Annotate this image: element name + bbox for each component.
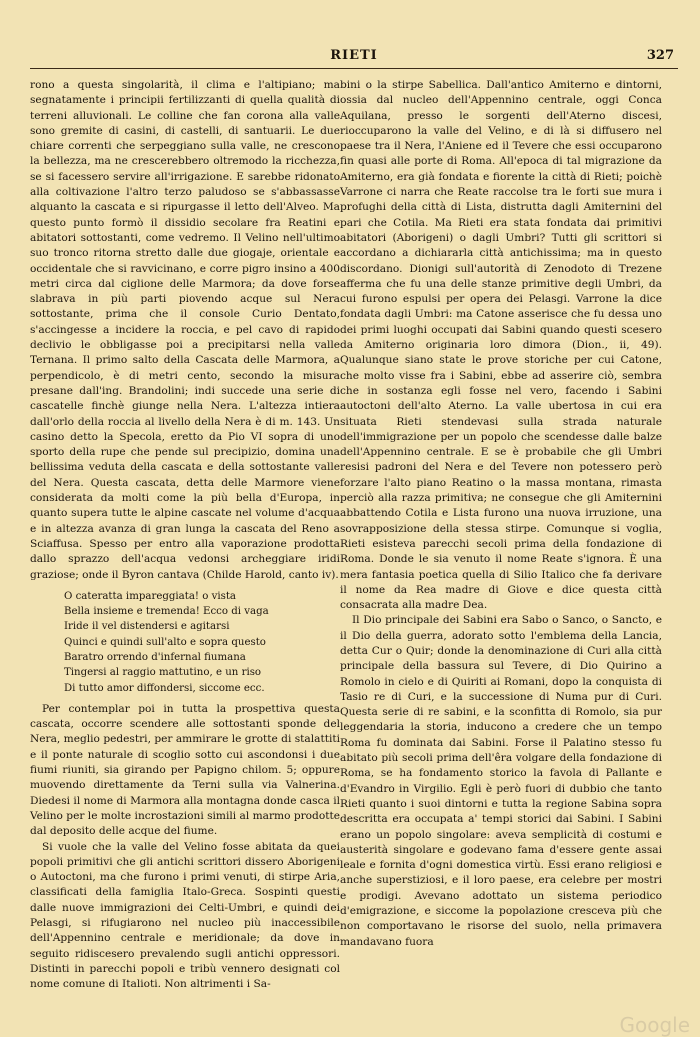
right-column — [340, 78, 662, 950]
poem-line: O cateratta impareggiata! o vista — [64, 590, 237, 602]
poem-line: Bella insieme e tremenda! Ecco di vaga — [64, 606, 269, 618]
byron-quotation — [64, 589, 340, 696]
right-paragraph-2: Il Dio principale dei Sabini era Sabo o Sanco, o Sancto, e il Dio della guerra, adorato sotto l'emblema della Lancia, detta Cur o Quir; donde la denominazione di Curi alla città principale della bassura sul Tevere, di Dio Quirino a Romolo in cielo e di Quiriti ai Romani, dopo la conquista di Tasio re di Curi, e la successione di Numa pur di Curi. Questa serie di re sabini, e la sconfitta di Romolo, sia pur leggendaria la storia, inducono a credere che un tempo Roma fu dominata dai Sabini. Forse il Palatino stesso fu abitato più secoli prima dell'êra volgare della fondazione di Roma, se ha fondamento storico la favola di Pallante e d'Evandro in Virgilio. Egli è però fuori di dubbio che tanto Rieti quanto i suoi dintorni e tutta la regione Sabina sopra descritta era occupata a' tempi storici dai Sabini. I Sabini erano un popolo singolare: aveva semplicità di costumi e austerità singolare e godevano fama d'essere gente assai leale e fornita d'ogni domestica virtù. Essi erano religiosi e anche superstiziosi, e il loro paese, era celebre per mostri e prodigi. Avevano adottato un sistema periodico d'emigrazione, e siccome la popolazione cresceva più che non comportavano le risorse del suolo, nella primavera mandavano fuora — [340, 614, 662, 948]
poem-line: Quinci e quindi sull'alto e sopra questo — [64, 636, 266, 648]
left-column — [30, 78, 340, 993]
page-number: 327 — [646, 48, 674, 63]
header-rule — [30, 68, 678, 69]
left-paragraph-1: rono a questa singolarità, il clima e l'altipiano; ma segnatamente i principii fertilizzanti di quella qualità di terreni alluvionali. Le colline che fan corona alla valle sono gremite di casini, di castelli, di santuarii. Le due chiare correnti che serpeggiano sulla valle, ne crescono la bellezza, ma ne crescerebbero oltremodo la ricchezza, se si facessero servire all'irrigazione. E sarebbe ridonato alla coltivazione l'altro terzo paludoso se s'abbassasse alquanto la cascata e si ripurgasse il letto dell'Alveo. Ma questo punto formò il dissidio secolare fra Reatini e abitatori sottostanti, come vedremo. Il Velino nell'ultimo suo tronco ritorna stretto dalle due giogaje, orientale e occidentale che si ravvicinano, e corre pigro insino a 400 metri circa dal ciglione delle Marmora; da dove forse slabrava in più parti piovendo acque sul Nera sottostante, prima che il console Curio Dentato, s'accingesse a incidere la roccia, e pel cavo di rapido declivio le obbligasse poi a precipitarsi nella valle Ternana. Il primo salto della Cascata delle Marmora, a perpendicolo, è di metri cento, secondo la misura presane dall'ing. Brandolini; indi succede una serie di cascatelle finchè giunge nella Nera. L'altezza intiera dall'orlo della roccia al livello della Nera è di m. 143. Un casino detto la Specola, eretto da Pio VI sopra di uno sporto della rupe che pende sul precipizio, domina una bellissima veduta della cascata e della sottostante valle del Nera. Questa cascata, detta delle Marmore viene considerata da molti come la più bella d'Europa, in quanto supera tutte le alpine cascate nel volume d'acqua e in altezza avanza di gran lunga la cascata del Reno a Sciaffusa. Spesso per entro alla vaporazione prodotta dallo sprazzo dell'acqua vedonsi archeggiare iridi graziose; onde il Byron cantava (Childe Harold, canto iv). — [30, 79, 340, 581]
google-watermark: Google — [619, 1013, 690, 1037]
right-paragraph-1: bini o la stirpe Sabellica. Dall'antico Amiterno e dintorni, ossia dal nucleo dell'Appennino centrale, oggi Conca Aquilana, presso le sorgenti dell'Aterno discesi, rioccuparono la valle del Velino, e di là si diffusero nel paese tra il Nera, l'Aniene ed il Tevere che essi occuparono fin quasi alle porte di Roma. All'epoca di tal migrazione da Amiterno, era già fondata e fiorente la città di Rieti; poichè Varrone ci narra che Reate raccolse tra le forti sue mura i profughi della città di Lista, distrutta dagli Amiternini del pari che Cotila. Ma Rieti era stata fondata dai primitivi abitatori (Aborigeni) o dagli Umbri? Tutti gli scrittori si accordano a dichiararla città antichissima; ma in questo discordano. Dionigi sull'autorità di Zenodoto di Trezene afferma che fu una delle stanze primitive degli Umbri, da cui furono espulsi per opera dei Pelasgi. Varrone la dice fondata dagli Umbri: ma Catone asserisce che fu dessa uno dei primi luoghi occupati dai Sabini quando questi scesero da Amiterno originaria loro dimora (Dion., ii, 49). Qualunque siano state le prove storiche per cui Catone, che molto visse fra i Sabini, ebbe ad asserire ciò, sembra che in sostanza egli fosse nel vero, facendo i Sabini autoctoni dell'alto Aterno. La valle ubertosa in cui era situata Rieti stendevasi sulla strada naturale dell'immigrazione per un popolo che scendesse dalle balze dell'Appennino centrale. E se è probabile che gli Umbri resisi padroni del Nera e del Tevere non potessero però forzare l'alto piano Reatino o la massa montana, rimasta perciò alla razza primitiva; ne consegue che gli Amiternini abbattendo Cotila e Lista furono una nuova irruzione, una sovrapposizione della stessa stirpe. Comunque si voglia, Rieti esisteva parecchi secoli prima della fondazione di Roma. Donde le sia venuto il nome Reate s'ignora. È una mera fantasia poetica quella di Silio Italico che fa derivare il nome da Rea madre di Giove e dice questa città consacrata alla madre Dea. — [340, 79, 662, 612]
page-header — [30, 48, 678, 66]
poem-line: Tingersi al raggio mattutino, e un riso — [64, 667, 262, 679]
running-title: RIETI — [330, 48, 378, 63]
left-paragraph-2: Per contemplar poi in tutta la prospettiva questa cascata, occorre scendere alle sottostanti sponde del Nera, meglio pedestri, per ammirare le grotte di stalattiti e il ponte naturale di scoglio sotto cui ascondonsi i due fiumi riuniti, sia girando per Papigno chilom. 5; oppure muovendo direttamente da Terni sulla via Valnerina. Diedesi il nome di Marmora alla montagna donde casca il Velino per le molte incrostazioni simili al marmo prodotte dal deposito delle acque del fiume. — [30, 702, 340, 838]
poem-line: Iride il vel distendersi e agitarsi — [64, 621, 230, 633]
left-paragraph-3: Si vuole che la valle del Velino fosse abitata da quei popoli primitivi che gli antichi scrittori dissero Aborigeni o Autoctoni, ma che furono i primi venuti, di stirpe Aria, classificati della famiglia Italo-Greca. Sospinti questi dalle nuove immigrazioni dei Celti-Umbri, e quindi dei Pelasgi, si rifugiarono nel nucleo più inaccessibile dell'Appennino centrale e meridionale; da dove in seguito ridiscesero prevalendo sugli antichi oppressori. Distinti in parecchi popoli e tribù vennero designati col nome comune di Italioti. Non altrimenti i Sa- — [30, 840, 340, 991]
poem-line: Baratro orrendo d'infernal fiumana — [64, 651, 246, 663]
poem-line: Di tutto amor diffondersi, siccome ecc. — [64, 682, 265, 694]
